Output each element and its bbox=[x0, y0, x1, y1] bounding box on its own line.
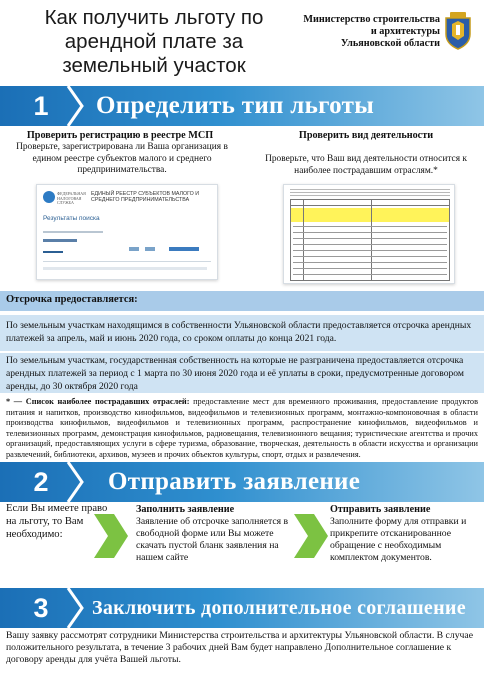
result-link bbox=[43, 247, 63, 253]
coat-of-arms-icon bbox=[444, 10, 472, 50]
arrow-right-icon bbox=[94, 508, 128, 564]
ministry-line-1: Министерство строительства bbox=[303, 14, 440, 25]
send-application-text: Заполните форму для отправки и прикрепите отсканированное обращение с необходимым комплектом документов. bbox=[330, 516, 467, 563]
step-1-banner bbox=[0, 86, 484, 126]
table-cell bbox=[145, 247, 155, 251]
footnote-lead: * — Список наиболее пострадавших отраслей: bbox=[6, 397, 190, 406]
footnote bbox=[6, 397, 478, 460]
table-cell bbox=[169, 247, 199, 251]
ministry-line-2: и архитектуры bbox=[370, 26, 440, 37]
arrow-right-icon bbox=[294, 508, 328, 564]
result-line bbox=[43, 239, 77, 242]
ministry-name bbox=[290, 14, 440, 50]
results-label: Результаты поиска bbox=[43, 215, 100, 222]
eligibility-text: Если Вы имеете право на льготу, то Вам необходимо: bbox=[6, 503, 108, 540]
step-2-banner bbox=[0, 462, 484, 502]
send-application-heading: Отправить заявление bbox=[330, 504, 431, 515]
registry-header-text: ЕДИНЫЙ РЕЕСТР СУБЪЕКТОВ МАЛОГО И СРЕДНЕГО ПРЕДПРИНИМАТЕЛЬСТВА bbox=[91, 191, 200, 203]
table-divider bbox=[43, 261, 211, 262]
table-cell bbox=[129, 247, 139, 251]
highlighted-row bbox=[291, 208, 449, 222]
deferral-heading: Отсрочка предоставляется: bbox=[6, 294, 138, 305]
fill-application-text: Заявление об отсрочке заполняется в свободной форме или Вы можете скачать пустой бланк заявления на нашем сайте bbox=[136, 516, 289, 563]
deferral-heading-bar bbox=[0, 291, 484, 311]
page-title: Как получить льготу по арендной плате за земельный участок bbox=[44, 6, 264, 77]
ministry-line-3: Ульяновской области bbox=[340, 38, 440, 49]
step-3-banner bbox=[0, 588, 484, 628]
step-title: Заключить дополнительное соглашение bbox=[92, 597, 466, 619]
chevron-divider-icon bbox=[64, 86, 90, 126]
fill-application-heading: Заполнить заявление bbox=[136, 504, 235, 515]
step-title: Определить тип льготы bbox=[96, 92, 375, 119]
table-header-row bbox=[291, 200, 449, 206]
registry-screenshot bbox=[36, 184, 218, 280]
logo-caption: ФЕДЕРАЛЬНАЯ НАЛОГОВАЯ СЛУЖБА bbox=[57, 191, 86, 205]
page-header bbox=[0, 0, 484, 82]
deferral-block-1 bbox=[0, 315, 484, 351]
check-registry-heading: Проверить регистрацию в реестре МСП bbox=[26, 130, 214, 141]
deferral-block-2 bbox=[0, 353, 484, 393]
result-line bbox=[43, 231, 103, 233]
fns-logo-icon bbox=[43, 191, 55, 203]
chevron-divider-icon bbox=[64, 462, 90, 502]
final-step-text: Вашу заявку рассмотрят сотрудники Министерства строительства и архитектуры Ульяновской области. В случае положительного результата, в течение 3 рабочих дней Вам будет направлено Дополнительное соглашение к договору аренды для учёта Вашей льготы. bbox=[6, 630, 474, 665]
footnote-text: предоставление мест для временного проживания, предоставление продуктов питания и напитков, производство кинофильмов, видеофильмов и телевизионных программ, монтажно-компоновочная в области производства кинофильмов, видеофильмов и телевизионных программ, распространение кинофильмов, видеофильмов и телевизионных программ, демонстрация кинофильмов, радиовещания, телевизионного вещания; туристические агентства и прочих организаций, предоставляющих услуги в сфере туризма, образование, творческая, деятельность в области искусства и организации развлечений, библиотеки, архивов, музеев и прочих объектов культуры, спорт, отдых и развлечения. bbox=[6, 397, 479, 459]
chevron-divider-icon bbox=[64, 588, 90, 628]
activity-table-screenshot bbox=[283, 184, 455, 284]
step-number: 3 bbox=[33, 593, 49, 623]
step-number: 1 bbox=[33, 91, 49, 121]
step-title: Отправить заявление bbox=[108, 468, 361, 495]
deferral-text-2: По земельным участкам, государственная собственность на которые не разграничена предоставляется отсрочка арендных платежей за период с 1 марта по 30 июня 2020 года и её уплаты в сроки, предусмотренные договором аренды, до 30 октября 2020 года bbox=[6, 355, 464, 392]
check-activity-heading: Проверить вид деятельности bbox=[298, 130, 434, 141]
table-title-lines bbox=[290, 189, 450, 197]
activity-table bbox=[290, 199, 450, 281]
check-activity-text: Проверьте, что Ваш вид деятельности относится к наиболее пострадавшим отраслям.* bbox=[265, 154, 467, 176]
step-number: 2 bbox=[33, 467, 49, 497]
table-row bbox=[43, 267, 207, 270]
table-rows bbox=[293, 226, 447, 278]
check-registry-text: Проверьте, зарегистрирована ли Ваша организация в едином реестре субъектов малого и среднего предпринимательства. bbox=[16, 142, 228, 175]
deferral-text-1: По земельным участкам находящимся в собственности Ульяновской области предоставляется отсрочка арендных платежей за апрель, май и июнь 2020 года, со сроком оплаты до конца 2021 года. bbox=[6, 320, 472, 344]
